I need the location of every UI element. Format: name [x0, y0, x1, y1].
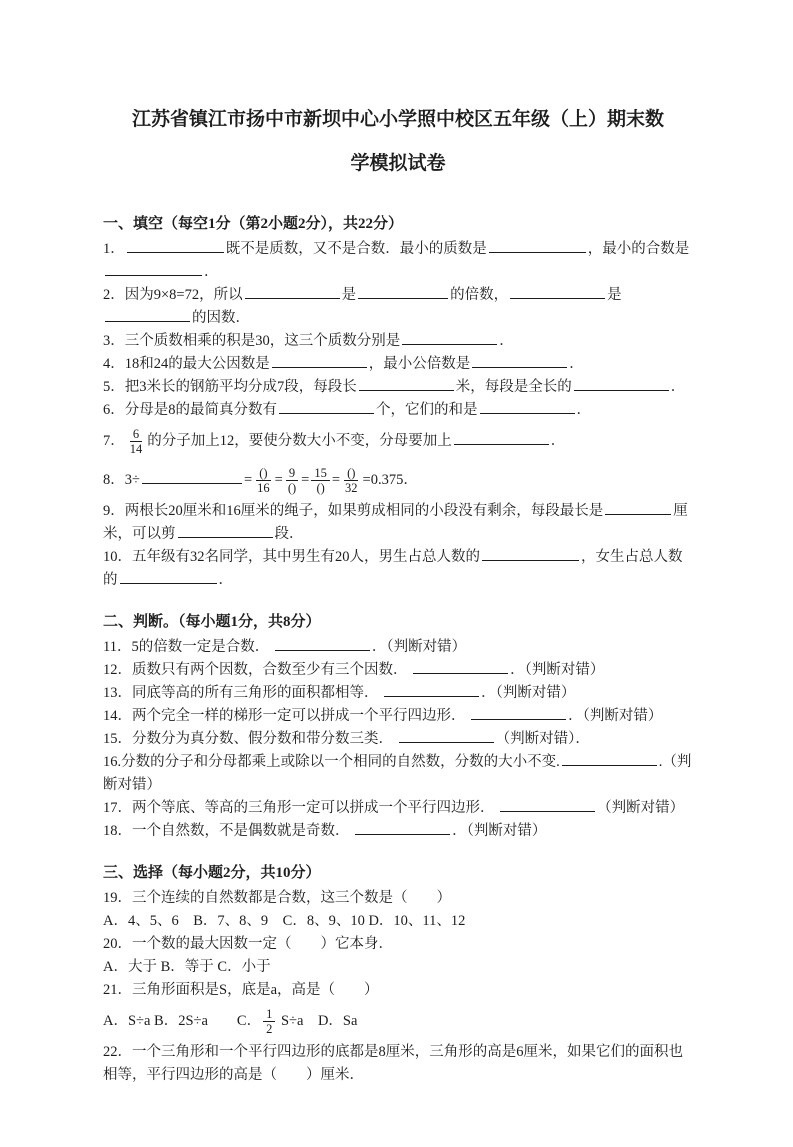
text-run: 是 [607, 287, 622, 303]
exam-body [103, 212, 693, 1087]
item [103, 330, 693, 353]
section-1 [103, 212, 693, 592]
item [103, 461, 693, 500]
fill-blank [454, 430, 549, 445]
fill-blank [500, 797, 595, 812]
fill-blank [574, 376, 669, 391]
text-run: .（判断对错） [103, 754, 692, 793]
item [103, 705, 693, 728]
fraction [342, 466, 361, 495]
fill-blank [105, 261, 202, 276]
fill-blank [358, 284, 448, 299]
item [103, 353, 693, 376]
fill-blank [562, 751, 657, 766]
text-run: 9．两根长20厘米和16厘米的绳子，如果剪成相同的小段没有剩余，每段最长是 [103, 503, 604, 519]
fraction-denominator: 32 [345, 481, 358, 495]
item [103, 956, 693, 979]
text-run: 4．18和24的最大公因数是 [103, 356, 270, 372]
fill-blank [359, 376, 454, 391]
item [103, 820, 693, 843]
text-run: 3．三个质数相乘的积是30，这三个质数分别是 [103, 333, 401, 349]
text-run: 段． [274, 526, 304, 542]
text-run: =0.375． [362, 471, 418, 488]
fill-blank [272, 353, 367, 368]
fill-blank [471, 705, 566, 720]
text-run: ．（判断对错） [481, 685, 576, 701]
fill-blank [105, 307, 190, 322]
text-run: ． [218, 572, 233, 588]
fill-blank [482, 546, 579, 561]
item [103, 399, 693, 422]
item [103, 682, 693, 705]
text-run: 11．5的倍数一定是合数． [103, 639, 273, 655]
text-run: 13．同底等高的所有三角形的面积都相等． [103, 685, 383, 701]
fraction-denominator: () [287, 481, 297, 495]
text-run: 20．一个数的最大因数一定（ ）它本身． [103, 936, 393, 952]
fraction-denominator: 16 [257, 481, 270, 495]
fill-blank [399, 728, 494, 743]
text-run: 15．分数分为真分数、假分数和带分数三类． [103, 731, 397, 747]
item [103, 887, 693, 910]
item [103, 238, 693, 284]
fill-blank [605, 500, 671, 515]
text-run: = [274, 471, 283, 488]
fill-blank [142, 469, 242, 484]
text-run: A．大于 B．等于 C．小于 [103, 959, 271, 975]
fill-blank [480, 399, 575, 414]
fill-blank [279, 399, 374, 414]
section-3 [103, 861, 693, 1087]
fill-blank [275, 636, 370, 651]
item [103, 933, 693, 956]
fraction-denominator: () [316, 481, 325, 495]
text-run: 1． [103, 241, 125, 257]
fill-blank [402, 330, 497, 345]
text-run: （判断对错） [597, 800, 685, 816]
text-run: 6．分母是8的最简真分数有 [103, 402, 277, 418]
text-run: = [243, 471, 253, 488]
text-run: ，最小公倍数是 [368, 356, 471, 372]
text-run: = [301, 471, 310, 488]
fraction-denominator: 2 [266, 1022, 273, 1036]
text-run: ，女生占总人数的 [103, 549, 683, 588]
item [103, 797, 693, 820]
text-run: 5．把3米长的钢筋平均分成7段，每段长 [103, 379, 357, 395]
text-run: 的分子加上12，要使分数大小不变，分母要加上 [147, 432, 452, 449]
item [103, 1002, 693, 1041]
text-run: ．（判断对错） [568, 708, 663, 724]
fraction-numerator: () [344, 466, 358, 481]
fraction-numerator: 1 [263, 1007, 275, 1022]
fraction-denominator: 14 [129, 442, 143, 456]
text-run: 既不是质数，又不是合数．最小的质数是 [225, 241, 487, 257]
item [103, 979, 693, 1002]
fraction-numerator: () [256, 466, 270, 481]
text-run: 21．三角形面积是S，底是a，高是（ ） [103, 982, 379, 998]
text-run: A．S÷a B．2S÷a C． [103, 1012, 262, 1029]
exam-title-line-2: 学模拟试卷 [350, 153, 446, 174]
text-run: 19．三个连续的自然数都是合数，这三个数是（ ） [103, 890, 451, 906]
fill-blank [384, 682, 479, 697]
fill-blank [127, 238, 224, 253]
fill-blank [355, 820, 450, 835]
fill-blank [472, 353, 567, 368]
text-run: ． [569, 356, 584, 372]
text-run: 是 [341, 287, 357, 303]
section-heading-3: 三、选择（每小题2分，共10分） [103, 865, 321, 881]
text-run: S÷a D．Sa [277, 1012, 358, 1029]
text-run: 2．因为9×8=72，所以 [103, 287, 243, 303]
fraction [254, 466, 273, 495]
section-2 [103, 610, 693, 843]
item [103, 659, 693, 682]
text-run: 16.分数的分子和分母都乘上或除以一个相同的自然数，分数的大小不变. [103, 754, 560, 770]
fraction [127, 427, 146, 456]
item [103, 546, 693, 592]
text-run: 17．两个等底、等高的三角形一定可以拼成一个平行四边形． [103, 800, 499, 816]
text-run: 18．一个自然数，不是偶数就是奇数． [103, 823, 354, 839]
text-run: 10．五年级有32名同学，其中男生有20人，男生占总人数的 [103, 549, 480, 565]
text-run: ．（判断对错） [452, 823, 547, 839]
item [103, 422, 693, 461]
item [103, 751, 693, 797]
text-run: A．4、5、6 B．7、8、9 C．8、9、10 D．10、11、12 [103, 913, 466, 929]
text-run: 的因数． [192, 310, 250, 326]
text-run: （判断对错）． [495, 731, 590, 747]
fraction-numerator: 6 [130, 427, 142, 442]
fraction [311, 466, 330, 495]
text-run: 厘米，可以剪 [103, 503, 688, 542]
item [103, 376, 693, 399]
fraction-numerator: 15 [311, 466, 330, 481]
text-run: ． [670, 379, 686, 395]
item [103, 728, 693, 751]
section-heading-2: 二、判断。（每小题1分，共8分） [103, 614, 321, 630]
exam-title-line-1: 江苏省镇江市扬中市新坝中心小学照中校区五年级（上）期末数 [131, 109, 664, 130]
text-run: 个，它们的和是 [376, 402, 478, 418]
item [103, 910, 693, 933]
exam-title [103, 98, 693, 186]
fraction-numerator: 9 [286, 466, 298, 481]
fraction [263, 1007, 275, 1036]
text-run: ． [204, 264, 219, 280]
section-heading-1: 一、填空（每空1分（第2小题2分），共22分） [103, 216, 404, 232]
text-run: ． [576, 402, 591, 418]
text-run: 的倍数， [450, 287, 509, 303]
fill-blank [178, 523, 273, 538]
fill-blank [245, 284, 340, 299]
fraction [285, 466, 299, 495]
text-run: 12．质数只有两个因数，合数至少有三个因数． [103, 662, 412, 678]
item [103, 636, 693, 659]
text-run: 22．一个三角形和一个平行四边形的底都是8厘米，三角形的高是6厘米，如果它们的面积也相等，平行四边形的高是（ ）厘米． [103, 1044, 683, 1083]
text-run: = [331, 471, 341, 488]
text-run: ． [499, 333, 514, 349]
item [103, 1041, 693, 1087]
text-run: 14．两个完全一样的梯形一定可以拼成一个平行四边形． [103, 708, 470, 724]
text-run: 7． [103, 432, 125, 449]
text-run: 8．3÷ [103, 471, 140, 488]
fill-blank [510, 284, 605, 299]
fill-blank [120, 569, 217, 584]
text-run: ．（判断对错） [510, 662, 605, 678]
text-run: ，最小的合数是 [587, 241, 690, 257]
text-run: 米，每段是全长的 [455, 379, 572, 395]
text-run: ．（判断对错） [371, 639, 467, 655]
item [103, 284, 693, 330]
item [103, 500, 693, 546]
text-run: ． [550, 432, 566, 449]
fill-blank [413, 659, 508, 674]
fill-blank [489, 238, 586, 253]
